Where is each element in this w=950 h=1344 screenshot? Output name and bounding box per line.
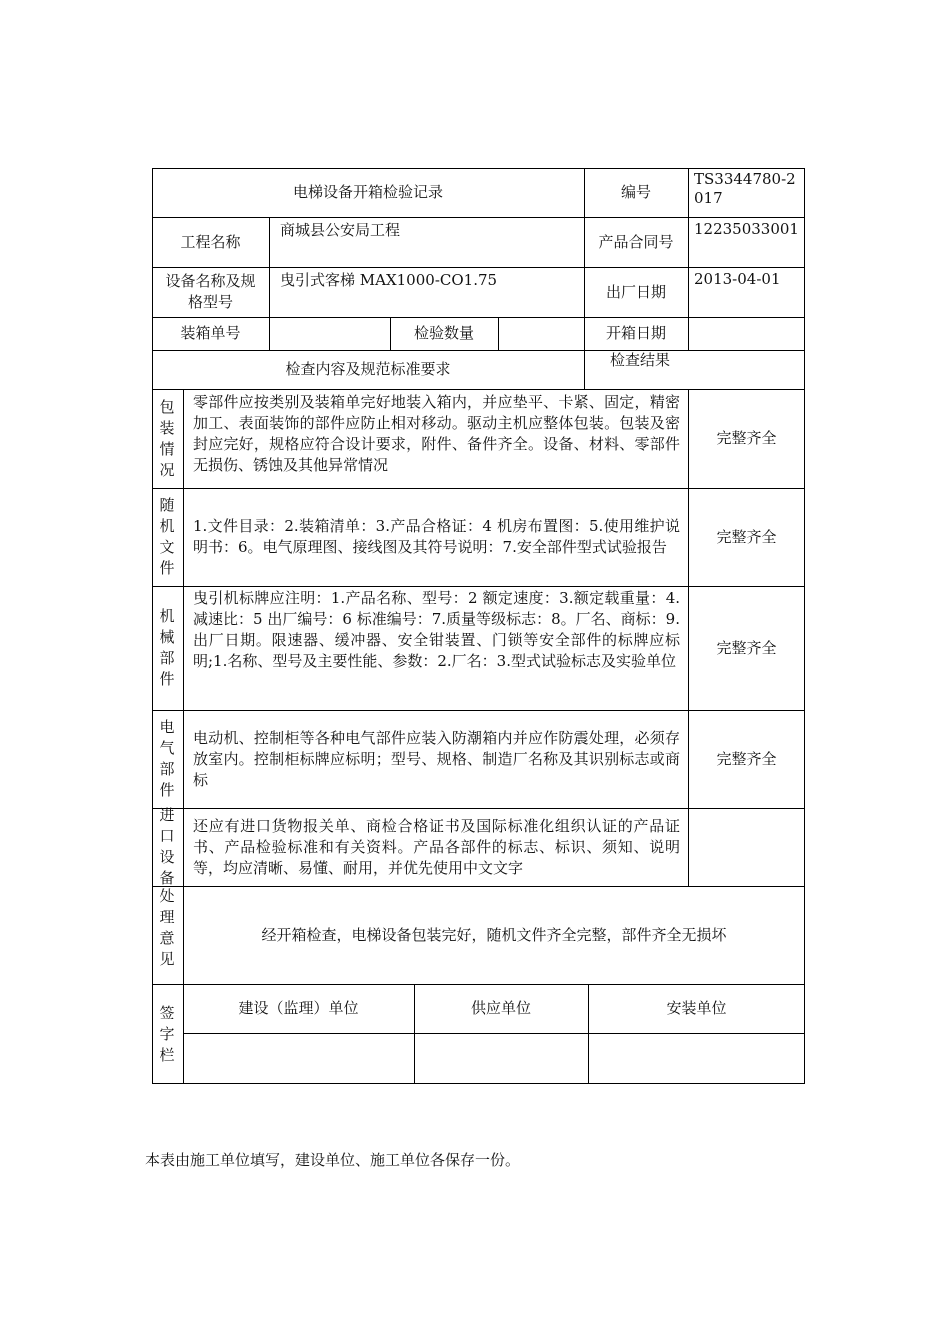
open-date-value[interactable] <box>688 317 805 350</box>
opinion-value: 经开箱检查，电梯设备包装完好，随机文件齐全完整，部件齐全无损坏 <box>261 925 727 944</box>
inspect-qty-value[interactable] <box>498 317 584 350</box>
section-content-mechanical: 曳引机标牌应注明：1.产品名称、型号：2 额定速度：3.额定载重量：4.减速比：5 出厂编号：6 标准编号：7.质量等级标志：8。厂名、商标：9.出厂日期。限速器、缓冲器、安全钳装置、门锁等安全部件的标牌应标明;1.名称、型号及主要性能、参数：2.厂名：3.型式试验标志及实验单位 <box>193 589 680 670</box>
contract-label: 产品合同号 <box>598 232 674 251</box>
sign-field-supplier[interactable] <box>414 1033 588 1083</box>
section-label-imported: 进口设备 <box>159 806 175 887</box>
section-label-packing: 包装情况 <box>159 397 175 479</box>
sign-unit-installer: 安装单位 <box>666 999 727 1017</box>
open-date-label: 开箱日期 <box>605 324 666 342</box>
inspection-form <box>152 168 805 1084</box>
factory-date-label: 出厂日期 <box>605 282 666 301</box>
section-content-documents: 1.文件目录：2.装箱清单：3.产品合格证：4 机房布置图：5.使用维护说明书：6。电气原理图、接线图及其符号说明：7.安全部件型式试验报告 <box>193 517 680 556</box>
project-label: 工程名称 <box>180 232 241 251</box>
signature-label: 签字栏 <box>159 1003 175 1064</box>
section-label-mechanical: 机械部件 <box>159 607 175 688</box>
number-label: 编号 <box>620 183 651 201</box>
packing-no-value[interactable] <box>269 317 390 350</box>
sign-field-installer[interactable] <box>588 1033 805 1083</box>
packing-no-label: 装箱单号 <box>180 324 241 342</box>
result-header: 检查结果 <box>610 351 671 369</box>
section-content-imported: 还应有进口货物报关单、商检合格证书及国际标准化组织认证的产品证书、产品检验标准和有关资料。产品各部件的标志、标识、须知、说明等，均应清晰、易懂、耐用，并优先使用中文文字 <box>193 816 680 877</box>
sign-field-construction[interactable] <box>183 1033 414 1083</box>
sign-unit-supplier: 供应单位 <box>470 999 531 1017</box>
section-label-documents: 随机文件 <box>159 496 175 577</box>
factory-date-value: 2013-04-01 <box>694 270 781 288</box>
section-result-mechanical: 完整齐全 <box>716 638 777 657</box>
section-result-electrical: 完整齐全 <box>716 749 777 768</box>
section-result-packing: 完整齐全 <box>716 429 777 447</box>
project-value: 商城县公安局工程 <box>280 221 401 239</box>
sign-unit-construction: 建设（监理）单位 <box>238 999 359 1017</box>
equipment-label: 设备名称及规格型号 <box>165 272 256 311</box>
form-title: 电梯设备开箱检验记录 <box>292 183 443 201</box>
section-result-imported <box>688 808 805 886</box>
section-content-packing: 零部件应按类别及装箱单完好地装入箱内，并应垫平、卡紧、固定，精密加工、表面装饰的部件应防止相对移动。驱动主机应整体包装。包装及密封应完好，规格应符合设计要求，附件、备件齐全。设备、材料、零部件无损伤、锈蚀及其他异常情况 <box>193 393 680 474</box>
section-label-electrical: 电气部件 <box>159 718 175 799</box>
section-result-documents: 完整齐全 <box>716 527 777 546</box>
inspect-qty-label: 检验数量 <box>413 324 474 342</box>
number-value: TS3344780-2017 <box>694 170 796 207</box>
content-header: 检查内容及规范标准要求 <box>285 360 451 378</box>
opinion-label: 处理意见 <box>159 887 175 968</box>
equipment-value: 曳引式客梯 MAX1000-CO1.75 <box>280 271 498 289</box>
contract-value: 12235033001 <box>694 220 799 238</box>
section-content-electrical: 电动机、控制柜等各种电气部件应装入防潮箱内并应作防震处理，必须存放室内。控制柜标牌应标明；型号、规格、制造厂名称及其识别标志或商标 <box>193 728 680 789</box>
footer-note: 本表由施工单位填写，建设单位、施工单位各保存一份。 <box>145 1151 521 1169</box>
